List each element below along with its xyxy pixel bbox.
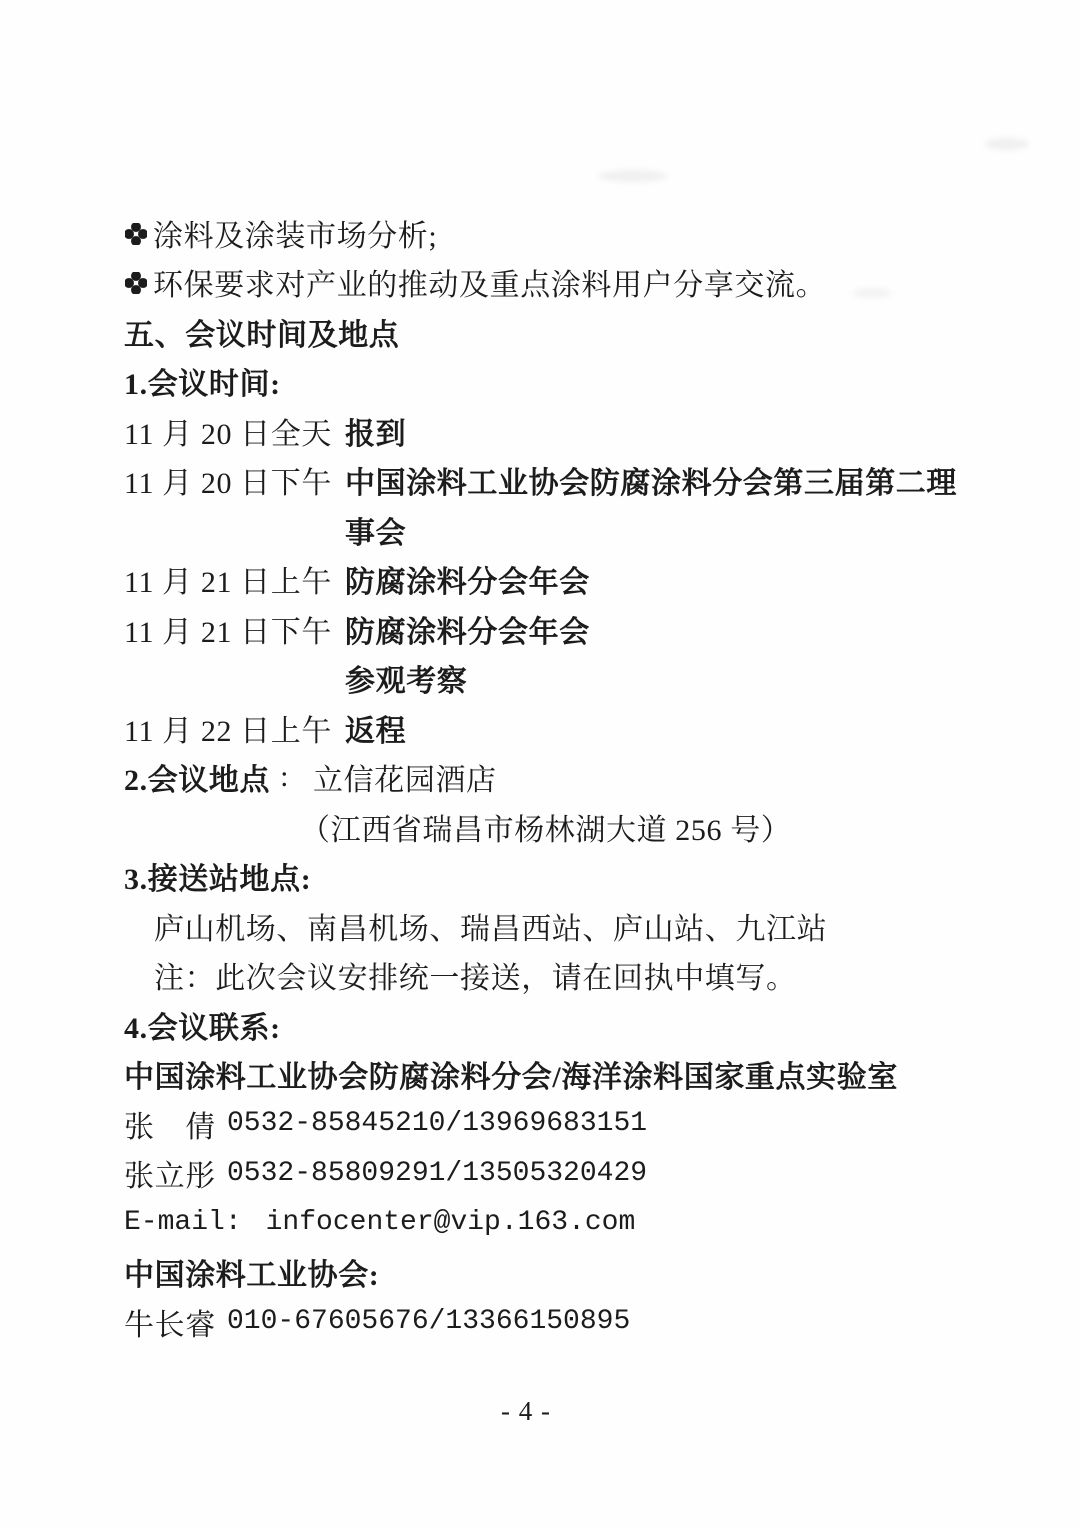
schedule-event: 防腐涂料分会年会 [345, 615, 590, 649]
schedule-row-continuation [124, 654, 970, 704]
schedule-row [124, 406, 970, 456]
contact-row [124, 1149, 970, 1199]
scan-smudge [985, 138, 1029, 150]
schedule-date: 11 月 20 日下午 [124, 467, 332, 501]
page-number: - 4 - [501, 1396, 551, 1426]
venue-colon: : [280, 760, 290, 794]
document-body [124, 208, 970, 1347]
contact-name: 牛长睿 [124, 1308, 216, 1342]
venue-name: 立信花园酒店 [313, 764, 497, 798]
contact-row [124, 1297, 970, 1347]
pickup-label: 3.接送站地点: [124, 863, 312, 897]
section-heading: 五、会议时间及地点 [124, 318, 400, 352]
scan-smudge [598, 170, 668, 182]
bullet-item [124, 258, 970, 308]
schedule-row [124, 703, 970, 753]
contact-name: 张 倩 [124, 1110, 216, 1144]
schedule-event: 参观考察 [345, 665, 468, 699]
contact-org-secondary: 中国涂料工业协会: [124, 1259, 380, 1293]
schedule-event: 事会 [345, 516, 407, 550]
meeting-time-label: 1.会议时间: [124, 368, 281, 402]
contact-org-primary: 中国涂料工业协会防腐涂料分会/海洋涂料国家重点实验室 [124, 1061, 898, 1095]
venue-label: 2.会议地点 [124, 764, 271, 798]
contact-email-row [124, 1198, 970, 1248]
bullet-item [124, 208, 970, 258]
contact-phone: 010-67605676/13366150895 [227, 1306, 631, 1338]
schedule-row [124, 456, 970, 506]
pickup-stations: 庐山机场、南昌机场、瑞昌西站、庐山站、九江站 [154, 912, 828, 946]
email-address: infocenter@vip.163.com [265, 1207, 636, 1239]
schedule-date: 11 月 21 日上午 [124, 566, 332, 600]
clover-bullet-icon [125, 272, 147, 294]
email-label: E-mail: [124, 1207, 242, 1239]
schedule-event: 返程 [345, 714, 407, 748]
venue-row [124, 753, 970, 803]
schedule-date: 11 月 22 日上午 [124, 714, 332, 748]
bullet-text: 环保要求对产业的推动及重点涂料用户分享交流。 [153, 269, 827, 303]
contact-label: 4.会议联系: [124, 1011, 281, 1045]
clover-bullet-icon [125, 223, 147, 245]
schedule-event: 中国涂料工业协会防腐涂料分会第三届第二理 [345, 467, 957, 501]
contact-name: 张立彤 [124, 1160, 216, 1194]
schedule-event: 报到 [345, 417, 407, 451]
schedule-date: 11 月 20 日全天 [124, 417, 332, 451]
schedule-row-continuation [124, 505, 970, 555]
contact-phone: 0532-85845210/13969683151 [227, 1108, 648, 1140]
contact-row [124, 1099, 970, 1149]
venue-address: （江西省瑞昌市杨林湖大道 256 号） [300, 813, 792, 847]
schedule-date: 11 月 21 日下午 [124, 615, 332, 649]
contact-phone: 0532-85809291/13505320429 [227, 1157, 648, 1189]
bullet-text: 涂料及涂装市场分析; [153, 219, 438, 253]
schedule-row [124, 555, 970, 605]
schedule-row [124, 604, 970, 654]
pickup-note: 注：此次会议安排统一接送，请在回执中填写。 [154, 962, 797, 996]
schedule-event: 防腐涂料分会年会 [345, 566, 590, 600]
